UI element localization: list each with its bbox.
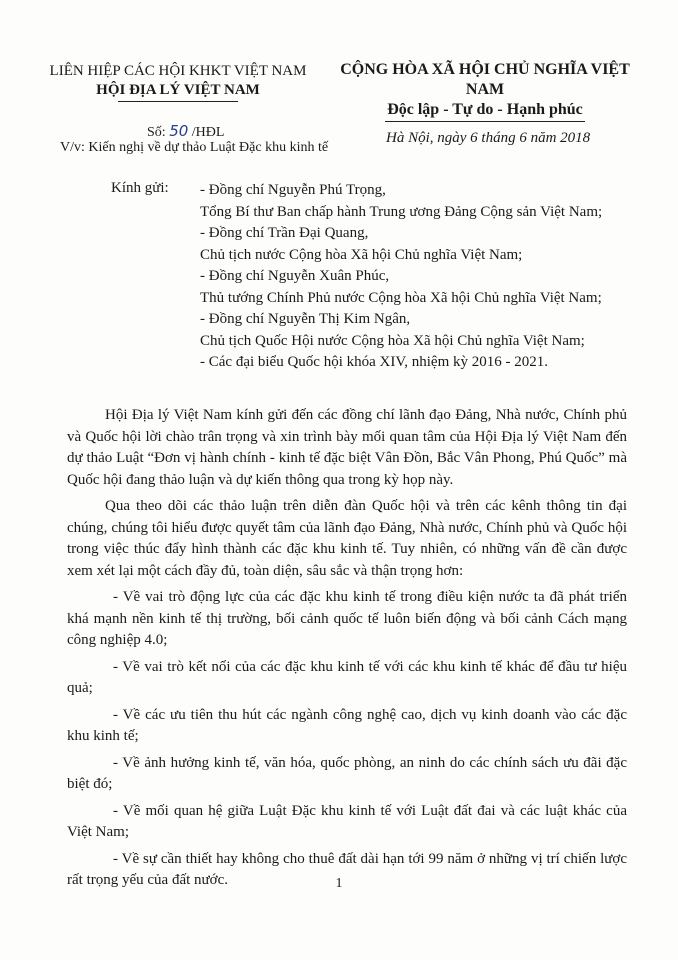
body-paragraph: Hội Địa lý Việt Nam kính gửi đến các đồng chí lãnh đạo Đảng, Nhà nước, Chính phủ và Quốc hội lời chào trân trọng và xin trình bày mối quan tâm của Hội Địa lý Việt Nam đến dự thảo Luật “Đơn vị hành chính - kinh tế đặc biệt Vân Đồn, Bắc Vân Phong, Phú Quốc” mà Quốc hội đang thảo luận và dự kiến thông qua trong kỳ họp này.: [67, 407, 627, 488]
recipient-line: - Đồng chí Nguyễn Phú Trọng,: [200, 182, 386, 198]
national-title: [325, 60, 645, 122]
organization-name: HỘI ĐỊA LÝ VIỆT NAM: [96, 82, 260, 98]
letter-body: [67, 405, 627, 897]
body-paragraph: Qua theo dõi các thảo luận trên diễn đàn Quốc hội và trên các kênh thông tin đại chúng, chúng tôi hiểu được quyết tâm của lãnh đạo Đảng, Nhà nước, Chính phủ và Quốc hội trong việc thúc đẩy hình thành các đặc khu kinh tế. Tuy nhiên, có những vấn đề cần được xem xét lại một cách đầy đủ, toàn diện, sâu sắc và thận trọng hơn:: [67, 498, 627, 579]
recipient-line: Tổng Bí thư Ban chấp hành Trung ương Đảng Cộng sản Việt Nam;: [200, 203, 603, 220]
recipient-line: - Các đại biểu Quốc hội khóa XIV, nhiệm kỳ 2016 - 2021.: [200, 354, 548, 370]
recipients-label: Kính gửi:: [111, 180, 169, 196]
recipient-line: Thủ tướng Chính Phủ nước Cộng hòa Xã hội Chủ nghĩa Việt Nam;: [200, 289, 602, 306]
concern-item: - Về mối quan hệ giữa Luật Đặc khu kinh tế với Luật đất đai và các luật khác của Việt Nam;: [67, 802, 627, 840]
recipient-line: Chủ tịch Quốc Hội nước Cộng hòa Xã hội Chủ nghĩa Việt Nam;: [200, 332, 585, 349]
subject-line: V/v: Kiến nghị về dự thảo Luật Đặc khu kinh tế: [60, 140, 329, 155]
date-line: Hà Nội, ngày 6 tháng 6 năm 2018: [386, 130, 591, 146]
document-number: [147, 122, 224, 141]
number-prefix: Số:: [147, 125, 166, 140]
recipients-list: [200, 180, 640, 374]
recipient-line: - Đồng chí Nguyễn Thị Kim Ngân,: [200, 311, 411, 327]
nation-name: CỘNG HÒA XÃ HỘI CHỦ NGHĨA VIỆT NAM: [340, 61, 630, 98]
divider: [118, 101, 238, 102]
concern-item: - Về vai trò kết nối của các đặc khu kinh tế với các khu kinh tế khác để đầu tư hiệu quả;: [67, 658, 627, 696]
recipient-line: - Đồng chí Nguyễn Xuân Phúc,: [200, 268, 390, 284]
concern-item: - Về các ưu tiên thu hút các ngành công nghệ cao, dịch vụ kinh doanh vào các đặc khu kinh tế;: [67, 706, 627, 744]
concern-item: - Về ảnh hưởng kinh tế, văn hóa, quốc phòng, an ninh do các chính sách ưu đãi đặc biệt đó;: [67, 754, 627, 792]
recipient-line: Chủ tịch nước Cộng hòa Xã hội Chủ nghĩa Việt Nam;: [200, 246, 523, 263]
divider: [385, 121, 585, 122]
concern-item: - Về vai trò động lực của các đặc khu kinh tế trong điều kiện nước ta đã phát triển khá mạnh nền kinh tế thị trường, bối cảnh quốc tế luôn biến động và bối cảnh Cách mạng công nghiệp 4.0;: [67, 589, 627, 648]
page-number: 1: [335, 876, 343, 891]
number-suffix: /HĐL: [191, 125, 225, 140]
handwritten-number: 50: [169, 122, 189, 140]
recipient-line: - Đồng chí Trần Đại Quang,: [200, 225, 369, 241]
concern-item: - Về sự cần thiết hay không cho thuê đất dài hạn tới 99 năm ở những vị trí chiến lược rất trọng yếu của đất nước.: [67, 850, 627, 888]
issuing-organization: [48, 62, 308, 102]
parent-organization: LIÊN HIỆP CÁC HỘI KHKT VIỆT NAM: [49, 63, 307, 79]
motto: Độc lập - Tự do - Hạnh phúc: [387, 101, 583, 118]
